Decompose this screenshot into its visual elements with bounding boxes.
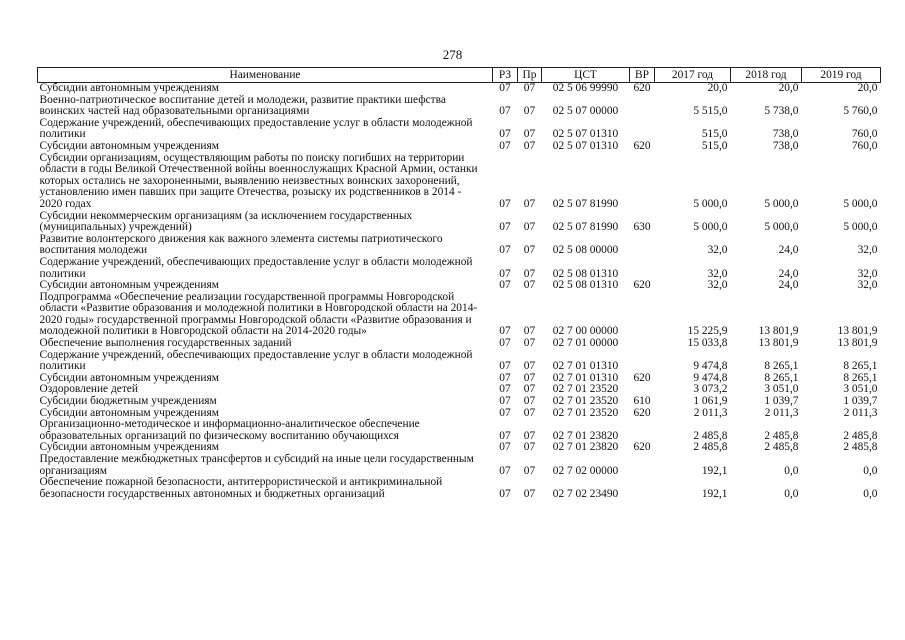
row-vr bbox=[630, 292, 655, 338]
row-vr: 620 bbox=[633, 279, 651, 292]
row-pr: 07 bbox=[523, 82, 536, 94]
row-rz: 07 bbox=[499, 429, 511, 442]
header-2018: 2018 год bbox=[731, 68, 802, 83]
row-2018: 2 011,3 bbox=[764, 406, 799, 419]
row-rz: 07 bbox=[499, 244, 511, 257]
row-rz: 07 bbox=[499, 337, 511, 350]
row-2019: 13 801,9 bbox=[837, 337, 878, 350]
row-2019: 5 000,0 bbox=[843, 197, 878, 210]
table-row bbox=[38, 280, 881, 292]
row-rz: 07 bbox=[499, 105, 511, 118]
row-rz: 07 bbox=[499, 371, 511, 384]
row-2019: 2 011,3 bbox=[843, 406, 878, 419]
row-2017: 515,0 bbox=[701, 128, 728, 141]
row-2018: 0,0 bbox=[784, 487, 799, 500]
row-2019: 8 265,1 bbox=[843, 360, 878, 373]
row-2018: 8 265,1 bbox=[764, 360, 799, 373]
row-2017: 5 000,0 bbox=[693, 221, 728, 234]
row-pr: 07 bbox=[523, 325, 536, 338]
row-2018: 5 000,0 bbox=[764, 221, 799, 234]
row-rz: 07 bbox=[499, 221, 511, 234]
row-pr: 07 bbox=[523, 244, 536, 257]
row-name: Субсидии некоммерческим организациям (за исключением государственных (муниципальных) учреждений) bbox=[39, 209, 413, 234]
row-name: Субсидии автономным учреждениям bbox=[39, 406, 219, 419]
header-cst: ЦСТ bbox=[542, 68, 630, 83]
row-2017: 3 073,2 bbox=[693, 383, 728, 396]
header-vr: ВР bbox=[630, 68, 655, 83]
row-2017: 9 474,8 bbox=[693, 360, 728, 373]
row-name: Субсидии автономным учреждениям bbox=[39, 139, 219, 152]
row-2018: 1 039,7 bbox=[764, 395, 799, 408]
table-row bbox=[38, 454, 881, 477]
row-name: Субсидии организациям, осуществляющим работы по поиску погибших на территории области в годы Великой Отечественной войны военнослужащих Красной Армии, останки которых остались не захороненными, выявлению неизвестных воинских захоронений, установлению имен павших при защите Отечества, розыску их родственников в 2014 - 2020 годах bbox=[39, 151, 478, 210]
row-2018: 3 051,0 bbox=[764, 383, 799, 396]
row-2019: 2 485,8 bbox=[843, 429, 878, 442]
header-2019: 2019 год bbox=[802, 68, 881, 83]
row-cst: 02 7 01 00000 bbox=[552, 337, 619, 350]
row-name: Подпрограмма «Обеспечение реализации государственной программы Новгородской области «Развитие образования и молодежной политики в Новгородской области на 2014-2020 годы» государственной программы Новгородской области «Развитие образования и молодежной политики в Новгородской области на 2014-2020 годы» bbox=[39, 290, 478, 338]
row-cst: 02 7 01 23520 bbox=[552, 395, 619, 408]
row-2017: 1 061,9 bbox=[693, 395, 728, 408]
row-2018: 0,0 bbox=[784, 464, 799, 477]
row-rz: 07 bbox=[499, 406, 511, 419]
row-2017: 2 485,8 bbox=[693, 429, 728, 442]
table-row bbox=[38, 257, 881, 280]
row-2018: 2 485,8 bbox=[764, 441, 799, 454]
row-vr bbox=[630, 153, 655, 211]
row-rz: 07 bbox=[499, 487, 511, 500]
row-pr: 07 bbox=[523, 337, 536, 350]
page-number: 278 bbox=[442, 47, 463, 62]
row-cst: 02 5 07 01310 bbox=[552, 139, 619, 152]
row-rz: 07 bbox=[499, 197, 511, 210]
row-2018: 24,0 bbox=[778, 279, 799, 292]
row-2017: 2 011,3 bbox=[693, 406, 728, 419]
row-vr: 620 bbox=[633, 441, 651, 454]
row-2017: 192,1 bbox=[701, 464, 728, 477]
row-2019: 5 000,0 bbox=[843, 221, 878, 234]
row-2019: 13 801,9 bbox=[837, 325, 878, 338]
row-2019: 20,0 bbox=[857, 82, 878, 94]
row-2017: 15 033,8 bbox=[687, 337, 728, 350]
row-pr: 07 bbox=[523, 139, 536, 152]
row-name: Содержание учреждений, обеспечивающих предоставление услуг в области молодежной политики bbox=[39, 255, 473, 280]
row-rz: 07 bbox=[499, 82, 511, 94]
table-body bbox=[38, 83, 881, 501]
table-row bbox=[38, 350, 881, 373]
row-cst: 02 5 07 01310 bbox=[552, 128, 619, 141]
row-vr bbox=[630, 419, 655, 442]
row-2018: 13 801,9 bbox=[758, 337, 799, 350]
row-name: Субсидии автономным учреждениям bbox=[39, 441, 219, 454]
row-name: Содержание учреждений, обеспечивающих предоставление услуг в области молодежной политики bbox=[39, 116, 473, 141]
row-2018: 13 801,9 bbox=[758, 325, 799, 338]
row-vr bbox=[630, 257, 655, 280]
row-cst: 02 7 01 23520 bbox=[552, 406, 619, 419]
row-vr bbox=[630, 118, 655, 141]
row-cst: 02 7 00 00000 bbox=[552, 325, 619, 338]
row-pr: 07 bbox=[523, 395, 536, 408]
row-name: Предоставление межбюджетных трансфертов и субсидий на иные цели государственным организациям bbox=[39, 453, 474, 477]
row-pr: 07 bbox=[523, 383, 536, 396]
row-name: Обеспечение пожарной безопасности, антитеррористической и антикриминальной безопасности государственных автономных и бюджетных организаций bbox=[39, 476, 443, 500]
row-name: Содержание учреждений, обеспечивающих предоставление услуг в области молодежной политики bbox=[39, 348, 473, 373]
row-pr: 07 bbox=[523, 371, 536, 384]
row-2019: 760,0 bbox=[851, 139, 878, 152]
row-cst: 02 7 01 23820 bbox=[552, 441, 619, 454]
row-vr: 630 bbox=[633, 221, 651, 234]
row-rz: 07 bbox=[499, 267, 511, 280]
row-cst: 02 7 01 01310 bbox=[552, 360, 619, 373]
row-vr bbox=[630, 350, 655, 373]
row-name: Субсидии бюджетным учреждениям bbox=[39, 395, 217, 408]
header-2017: 2017 год bbox=[655, 68, 731, 83]
row-2018: 24,0 bbox=[778, 267, 799, 280]
row-pr: 07 bbox=[523, 406, 536, 419]
row-vr: 610 bbox=[633, 395, 651, 408]
row-vr: 620 bbox=[633, 406, 651, 419]
row-2019: 32,0 bbox=[857, 267, 878, 280]
row-2018: 738,0 bbox=[772, 128, 799, 141]
table-row bbox=[38, 338, 881, 350]
row-cst: 02 5 07 81990 bbox=[552, 221, 619, 234]
row-cst: 02 5 08 00000 bbox=[552, 244, 619, 257]
row-2019: 3 051,0 bbox=[843, 383, 878, 396]
row-pr: 07 bbox=[523, 487, 536, 500]
row-2017: 192,1 bbox=[701, 487, 728, 500]
row-vr: 620 bbox=[633, 371, 651, 384]
row-cst: 02 5 07 00000 bbox=[552, 105, 619, 118]
row-2017: 515,0 bbox=[701, 139, 728, 152]
row-name: Развитие волонтерского движения как важного элемента системы патриотического воспитания молодежи bbox=[39, 232, 443, 257]
table-row bbox=[38, 477, 881, 500]
row-cst: 02 5 06 99990 bbox=[552, 82, 619, 94]
row-name: Обеспечение выполнения государственных заданий bbox=[39, 337, 292, 350]
header-pr: Пр bbox=[518, 68, 542, 83]
row-name: Субсидии автономным учреждениям bbox=[39, 371, 219, 384]
row-vr bbox=[630, 95, 655, 118]
row-name: Военно-патриотическое воспитание детей и молодежи, развитие практики шефства воинских частей над образовательными организациями bbox=[39, 93, 446, 118]
row-vr: 620 bbox=[633, 139, 651, 152]
row-2018: 8 265,1 bbox=[764, 371, 799, 384]
header-rz: РЗ bbox=[493, 68, 518, 83]
row-2018: 5 000,0 bbox=[764, 197, 799, 210]
row-cst: 02 5 07 81990 bbox=[552, 197, 619, 210]
budget-table bbox=[37, 67, 881, 500]
row-pr: 07 bbox=[523, 105, 536, 118]
row-2017: 2 485,8 bbox=[693, 441, 728, 454]
row-2019: 5 760,0 bbox=[843, 105, 878, 118]
row-vr: 620 bbox=[633, 82, 651, 94]
row-vr bbox=[630, 234, 655, 257]
row-2019: 2 485,8 bbox=[843, 441, 878, 454]
row-rz: 07 bbox=[499, 383, 511, 396]
row-2017: 5 515,0 bbox=[693, 105, 728, 118]
row-pr: 07 bbox=[523, 267, 536, 280]
table-row bbox=[38, 153, 881, 211]
row-2018: 24,0 bbox=[778, 244, 799, 257]
row-name: Оздоровление детей bbox=[39, 383, 138, 396]
row-2017: 32,0 bbox=[707, 267, 728, 280]
table-row bbox=[38, 141, 881, 153]
row-pr: 07 bbox=[523, 464, 536, 477]
row-vr bbox=[630, 454, 655, 477]
row-pr: 07 bbox=[523, 429, 536, 442]
row-rz: 07 bbox=[499, 325, 511, 338]
row-rz: 07 bbox=[499, 279, 511, 292]
table-header-row bbox=[38, 68, 881, 83]
row-2017: 20,0 bbox=[707, 82, 728, 94]
row-pr: 07 bbox=[523, 128, 536, 141]
row-2018: 5 738,0 bbox=[764, 105, 799, 118]
row-rz: 07 bbox=[499, 139, 511, 152]
table-row bbox=[38, 211, 881, 234]
row-pr: 07 bbox=[523, 441, 536, 454]
row-2019: 0,0 bbox=[863, 464, 878, 477]
row-cst: 02 7 01 01310 bbox=[552, 371, 619, 384]
row-name: Организационно-методическое и информационно-аналитическое обеспечение образовательных организаций по физическому воспитанию обучающихся bbox=[39, 418, 420, 442]
row-2018: 738,0 bbox=[772, 139, 799, 152]
row-cst: 02 7 01 23820 bbox=[552, 429, 619, 442]
row-rz: 07 bbox=[499, 360, 511, 373]
row-cst: 02 7 01 23520 bbox=[552, 383, 619, 396]
row-cst: 02 7 02 00000 bbox=[552, 464, 619, 477]
row-cst: 02 7 02 23490 bbox=[552, 487, 619, 500]
row-rz: 07 bbox=[499, 128, 511, 141]
row-cst: 02 5 08 01310 bbox=[552, 279, 619, 292]
header-name: Наименование bbox=[38, 68, 493, 83]
row-cst: 02 5 08 01310 bbox=[552, 267, 619, 280]
table-row bbox=[38, 83, 881, 95]
table-row bbox=[38, 234, 881, 257]
row-2019: 8 265,1 bbox=[843, 371, 878, 384]
table-row bbox=[38, 292, 881, 338]
row-2019: 32,0 bbox=[857, 279, 878, 292]
table-row bbox=[38, 396, 881, 408]
table-row bbox=[38, 419, 881, 442]
row-pr: 07 bbox=[523, 221, 536, 234]
row-rz: 07 bbox=[499, 395, 511, 408]
row-pr: 07 bbox=[523, 360, 536, 373]
row-name: Субсидии автономным учреждениям bbox=[39, 279, 219, 292]
table-row bbox=[38, 373, 881, 385]
row-2018: 20,0 bbox=[778, 82, 799, 94]
row-2017: 15 225,9 bbox=[687, 325, 728, 338]
table-row bbox=[38, 118, 881, 141]
row-pr: 07 bbox=[523, 197, 536, 210]
row-rz: 07 bbox=[499, 441, 511, 454]
row-2019: 760,0 bbox=[851, 128, 878, 141]
row-name: Субсидии автономным учреждениям bbox=[39, 82, 219, 94]
row-2019: 0,0 bbox=[863, 487, 878, 500]
row-2019: 1 039,7 bbox=[843, 395, 878, 408]
row-pr: 07 bbox=[523, 279, 536, 292]
row-2019: 32,0 bbox=[857, 244, 878, 257]
row-rz: 07 bbox=[499, 464, 511, 477]
row-2018: 2 485,8 bbox=[764, 429, 799, 442]
row-2017: 9 474,8 bbox=[693, 371, 728, 384]
row-vr bbox=[630, 338, 655, 350]
row-vr bbox=[630, 477, 655, 500]
row-2017: 32,0 bbox=[707, 279, 728, 292]
table-row bbox=[38, 95, 881, 118]
row-2017: 32,0 bbox=[707, 244, 728, 257]
row-2017: 5 000,0 bbox=[693, 197, 728, 210]
